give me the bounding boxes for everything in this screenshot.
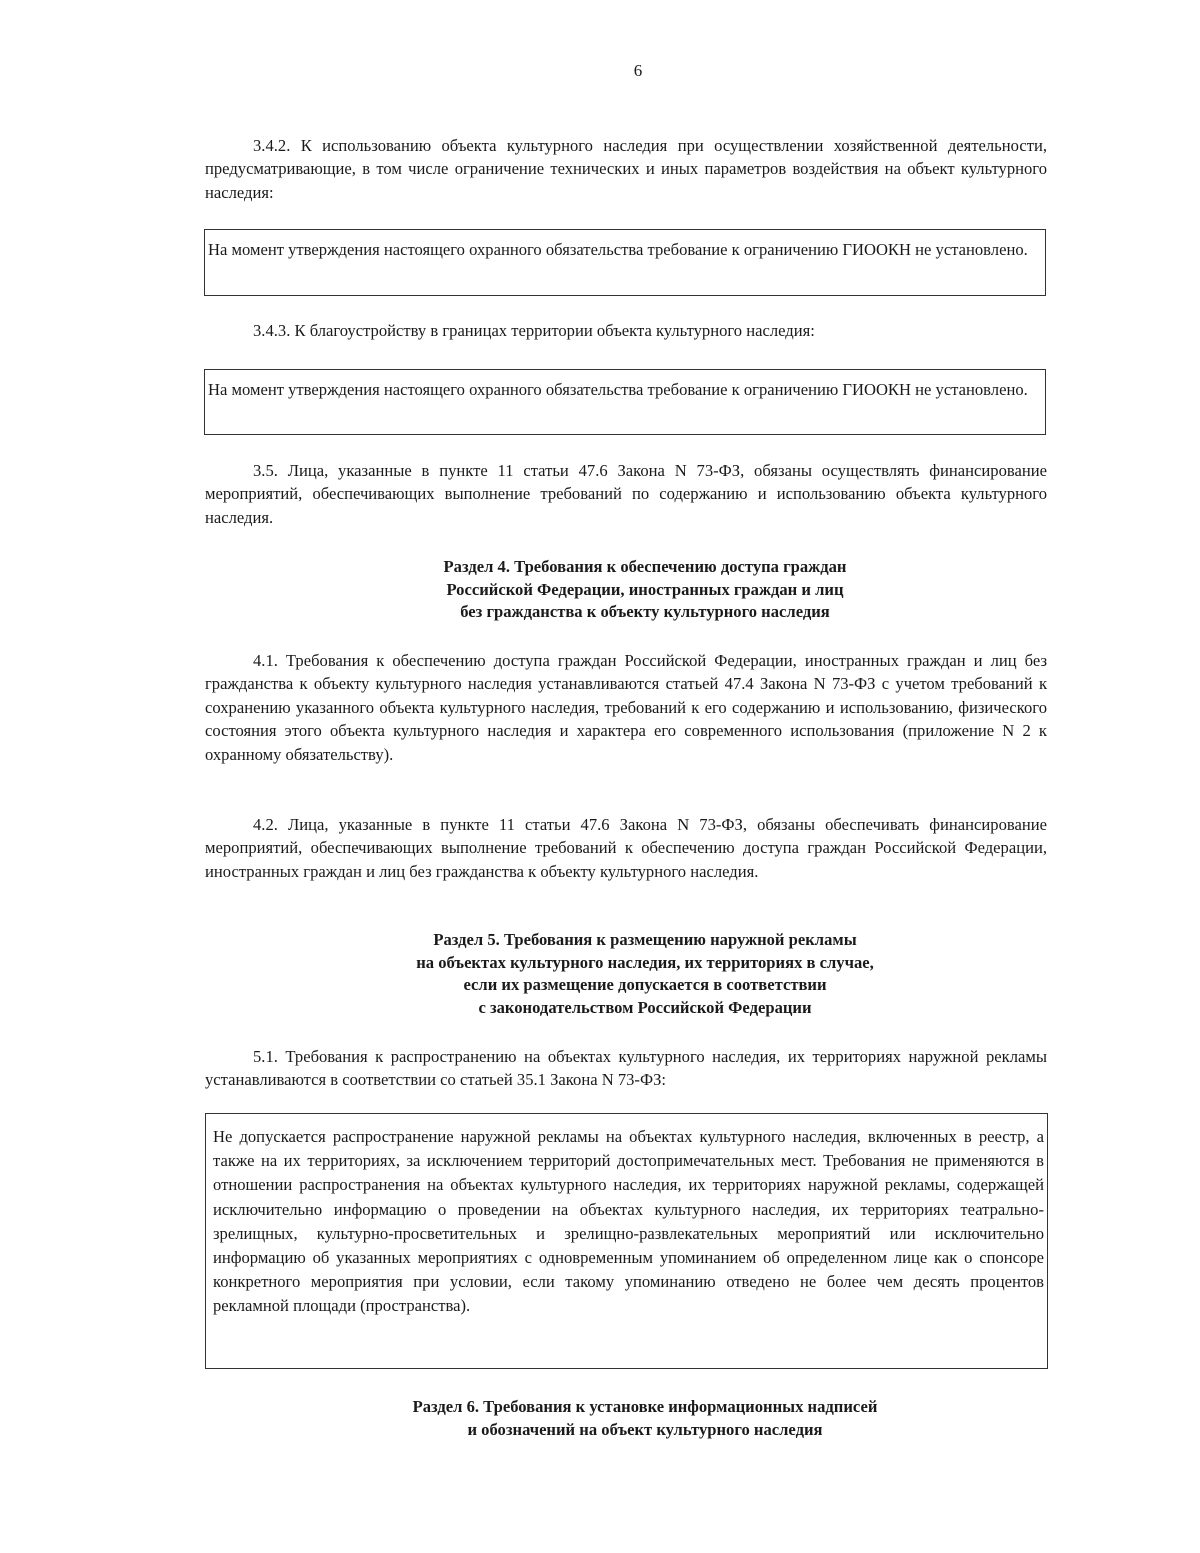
section-4-heading	[205, 556, 1085, 624]
box-3-4-2: На момент утверждения настоящего охранного обязательства требование к ограничению ГИООКН не установлено.	[204, 229, 1046, 296]
section-6-heading-line: и обозначений на объект культурного наследия	[467, 1419, 823, 1439]
page-number: 6	[633, 61, 643, 80]
section-5-heading-line: с законодательством Российской Федерации	[478, 997, 812, 1017]
section-4-heading-line: без гражданства к объекту культурного наследия	[460, 602, 830, 622]
section-5-heading-line: на объектах культурного наследия, их территориях в случае,	[416, 952, 874, 972]
section-5-heading	[205, 929, 1085, 1019]
section-6-heading	[205, 1396, 1085, 1441]
box-3-4-3: На момент утверждения настоящего охранного обязательства требование к ограничению ГИООКН не установлено.	[204, 369, 1046, 435]
paragraph-3-4-3: 3.4.3. К благоустройству в границах территории объекта культурного наследия:	[253, 321, 815, 340]
section-6-heading-line: Раздел 6. Требования к установке информационных надписей	[412, 1397, 878, 1416]
section-5-heading-line: Раздел 5. Требования к размещению наружной рекламы	[433, 930, 857, 949]
section-5-heading-line: если их размещение допускается в соответствии	[463, 975, 827, 995]
section-4-heading-line: Российской Федерации, иностранных граждан и лиц	[446, 579, 844, 599]
paragraph-4-1: 4.1. Требования к обеспечению доступа граждан Российской Федерации, иностранных граждан и лиц без гражданства к объекту культурного наследия устанавливаются статьей 47.4 Закона N 73-ФЗ с учетом требований к сохранению указанного объекта культурного наследия, требований к его содержанию и использованию, физического состояния этого объекта культурного наследия и характера его современного использования (приложение N 2 к охранному обязательству).	[205, 651, 1047, 764]
section-4-heading-line: Раздел 4. Требования к обеспечению доступа граждан	[443, 557, 847, 576]
box-5-1: Не допускается распространение наружной рекламы на объектах культурного наследия, включенных в реестр, а также на их территориях, за исключением территорий достопримечательных мест. Требования не применяются в отношении распространения на объектах культурного наследия, их территориях наружной рекламы, содержащей исключительно информацию о проведении на объектах культурного наследия, их территориях театрально-зрелищных, культурно-просветительных и зрелищно-развлекательных мероприятий или исключительно информацию об указанных мероприятиях с одновременным упоминанием об определенном лице как о спонсоре конкретного мероприятия при условии, если такому упоминанию отведено не более чем десять процентов рекламной площади (пространства).	[205, 1113, 1048, 1369]
paragraph-3-4-2: 3.4.2. К использованию объекта культурного наследия при осуществлении хозяйственной деятельности, предусматривающие, в том числе ограничение технических и иных параметров воздействия на объект культурного наследия:	[205, 136, 1047, 202]
paragraph-5-1: 5.1. Требования к распространению на объектах культурного наследия, их территориях наружной рекламы устанавливаются в соответствии со статьей 35.1 Закона N 73-ФЗ:	[205, 1047, 1047, 1090]
paragraph-3-5: 3.5. Лица, указанные в пункте 11 статьи 47.6 Закона N 73-ФЗ, обязаны осуществлять финансирование мероприятий, обеспечивающих выполнение требований по содержанию и использованию объекта культурного наследия.	[205, 461, 1047, 527]
paragraph-4-2: 4.2. Лица, указанные в пункте 11 статьи 47.6 Закона N 73-ФЗ, обязаны обеспечивать финансирование мероприятий, обеспечивающих выполнение требований к обеспечению доступа граждан Российской Федерации, иностранных граждан и лиц без гражданства к объекту культурного наследия.	[205, 815, 1047, 881]
